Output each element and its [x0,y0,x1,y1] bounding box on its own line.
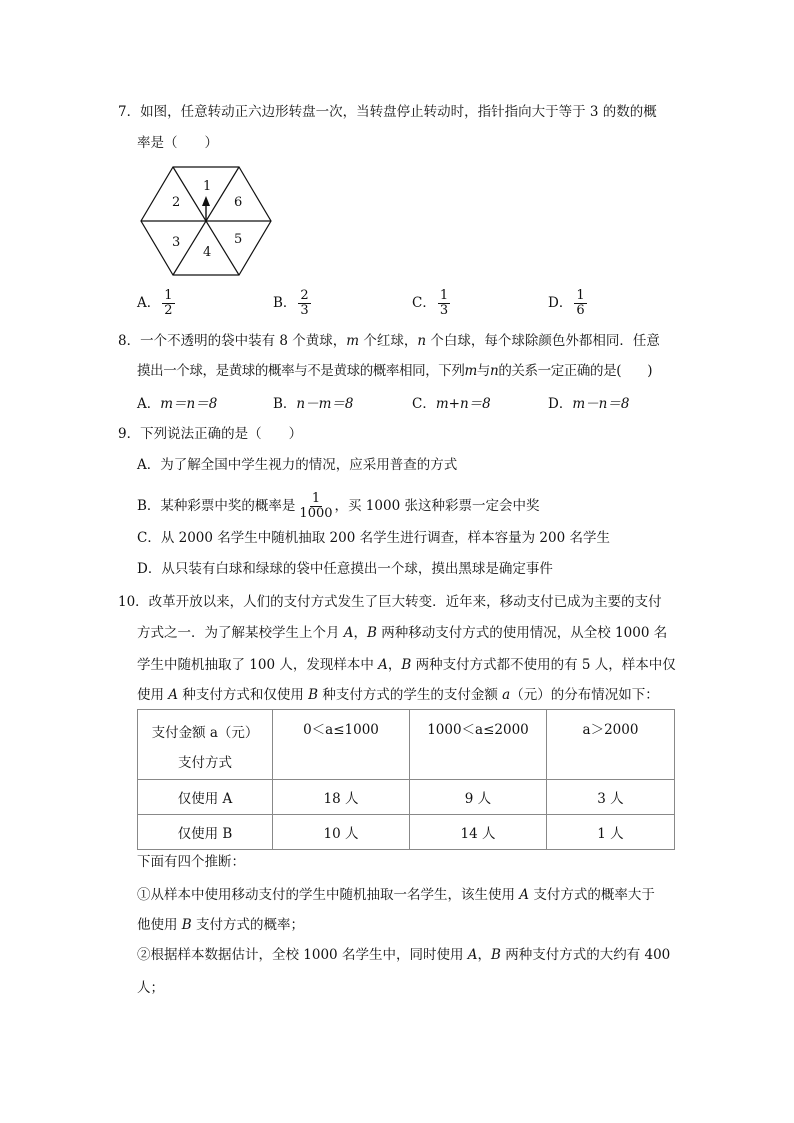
table-cell: 9 人 [410,780,547,815]
sector-label-1: 1 [203,179,212,194]
table-header-row [138,710,675,780]
sector-label-6: 6 [234,195,243,210]
q7-stem-line2: 率是（ ） [137,135,218,151]
q8-stem-line1: 8．一个不透明的袋中装有 8 个黄球，m 个红球，n 个白球，每个球除颜色外都相同．任意 [118,333,660,349]
row-label-only-b: 仅使用 B [138,815,273,850]
q10-inferences-intro: 下面有四个推断： [137,854,245,870]
q7-stem-line1: 7．如图，任意转动正六边形转盘一次，当转盘停止转动时，指针指向大于等于 3 的数的概 [118,104,657,120]
inference-1-line2: 他使用 B 支付方式的概率； [137,917,305,933]
q10-stem-line2: 方式之一．为了解某校学生上个月 A，B 两种移动支付方式的使用情况，从全校 1000 名 [137,625,668,641]
q8-option-a: A．m＝n＝8 [137,396,218,412]
table-header-col-1: 0＜a≤1000 [273,710,410,780]
q7-option-a: A． $\frac{1}{2}$ [137,288,173,318]
sector-label-3: 3 [172,235,181,250]
table-cell: 1 人 [547,815,675,850]
table-cell: 14 人 [410,815,547,850]
inference-2-line1: ②根据样本数据估计，全校 1000 名学生中，同时使用 A，B 两种支付方式的大约有 400 [137,947,671,963]
q8-option-c: C．m+n＝8 [412,396,491,412]
q9-option-c: C．从 2000 名学生中随机抽取 200 名学生进行调查，样本容量为 200 名学生 [137,530,610,546]
q8-option-b: B．n－m＝8 [273,396,354,412]
table-header-corner [138,710,273,780]
header-method-label: 支付方式 [178,755,232,771]
row-label-only-a: 仅使用 A [138,780,273,815]
q9-option-b: B．某种彩票中奖的概率是 $\frac{1}{1000}$ ，买 1000 张这种彩票一定会中奖 [137,491,540,521]
table-cell: 10 人 [273,815,410,850]
sector-label-5: 5 [234,232,243,247]
q7-option-d: D． $\frac{1}{6}$ [548,288,585,318]
table-header-col-2: 1000＜a≤2000 [410,710,547,780]
table-header-col-3: a＞2000 [547,710,675,780]
q10-stem-line3: 学生中随机抽取了 100 人，发现样本中 A，B 两种支付方式都不使用的有 5 人，样本中仅 [137,657,676,673]
q9-option-a: A．为了解全国中学生视力的情况，应采用普查的方式 [137,457,458,473]
table-row [138,780,675,815]
table-cell: 18 人 [273,780,410,815]
q8-option-d: D．m－n＝8 [548,396,630,412]
q7-option-c: C． $\frac{1}{3}$ [412,288,449,318]
q8-stem-line2: 摸出一个球，是黄球的概率与不是黄球的概率相同，下列m与n的关系一定正确的是( ) [137,363,653,379]
q7-option-b: B． $\frac{2}{3}$ [273,288,309,318]
inference-2-line2: 人； [137,980,164,996]
table-row [138,815,675,850]
sector-label-2: 2 [172,195,181,210]
q10-stem-line1: 10．改革开放以来，人们的支付方式发生了巨大转变．近年来，移动支付已成为主要的支付 [118,594,662,610]
hexagon-spinner-figure [140,165,274,277]
q9-stem: 9．下列说法正确的是（ ） [118,426,303,442]
header-amount-label: 支付金额 a（元） [151,725,259,741]
inference-1-line1: ①从样本中使用移动支付的学生中随机抽取一名学生，该生使用 A 支付方式的概率大于 [137,887,655,903]
payment-distribution-table [137,709,675,850]
sector-label-4: 4 [203,245,212,260]
q9-option-d: D．从只装有白球和绿球的袋中任意摸出一个球，摸出黑球是确定事件 [137,561,553,577]
table-cell: 3 人 [547,780,675,815]
q10-stem-line4: 使用 A 种支付方式和仅使用 B 种支付方式的学生的支付金额 a（元）的分布情况如下： [137,687,659,703]
